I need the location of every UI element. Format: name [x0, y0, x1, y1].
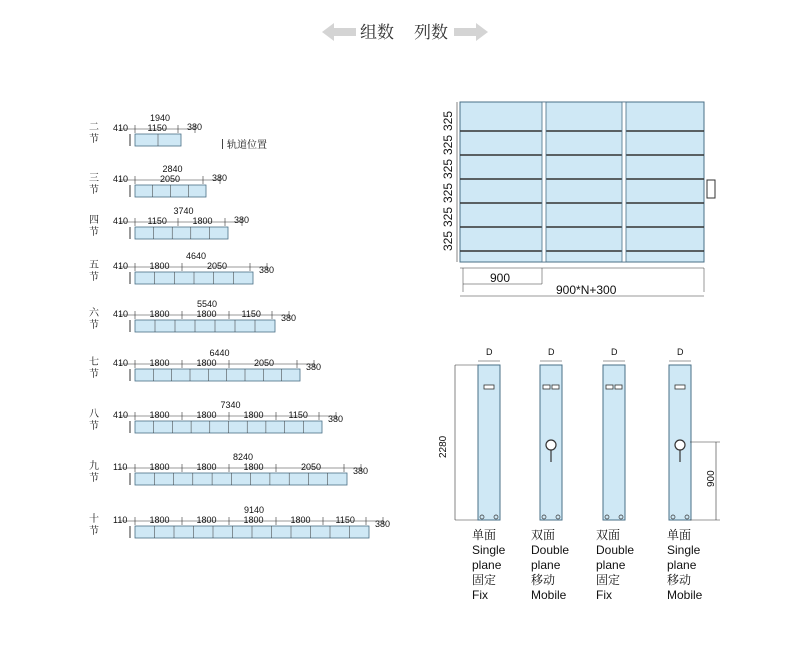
section-seg-4-1: 1800 [149, 261, 170, 271]
row-height-4: 325 [441, 182, 455, 203]
section-right-3: 380 [234, 215, 250, 225]
section-seg-8-4: 2050 [301, 462, 322, 472]
cabinet-1-zh-mode: 固定 [472, 573, 497, 587]
section-left-3: 410 [113, 216, 129, 226]
section-label-8: 九 节 [89, 461, 99, 484]
front-handle-icon [707, 180, 715, 198]
section-seg-3-2: 1800 [192, 216, 213, 226]
section-left-5: 410 [113, 309, 129, 319]
front-frame [460, 102, 704, 262]
cabinet-1-en-type: Single [472, 543, 506, 557]
cabinet-2-zh-mode: 移动 [531, 573, 556, 587]
section-seg-7-2: 1800 [196, 410, 217, 420]
cabinet-4-en-plane: plane [667, 558, 697, 572]
cabinet-3-en-plane: plane [596, 558, 626, 572]
section-seg-9-5: 1150 [335, 515, 355, 525]
section-left-2: 410 [113, 174, 129, 184]
rail-box-5 [135, 320, 275, 332]
section-seg-9-4: 1800 [290, 515, 311, 525]
cabinet-1-zh-type: 单面 [472, 528, 497, 542]
overall-height-label: 2280 [438, 435, 449, 458]
section-right-2: 380 [212, 173, 228, 183]
depth-label-3: D [611, 347, 618, 357]
section-total-7: 7340 [220, 400, 241, 410]
section-seg-7-1: 1800 [149, 410, 170, 420]
section-left-4: 410 [113, 261, 129, 271]
section-label-9: 十 节 [89, 514, 99, 537]
rail-box-6 [135, 369, 300, 381]
section-seg-6-1: 1800 [149, 358, 170, 368]
cabinet-label-1 [472, 528, 505, 603]
section-total-5: 5540 [197, 299, 218, 309]
cabinet-2-en-type: Double [531, 543, 570, 557]
section-seg-7-3: 1800 [243, 410, 264, 420]
section-total-3: 3740 [173, 206, 194, 216]
row-height-2: 325 [441, 134, 455, 155]
label-slot-icon [552, 385, 559, 389]
section-seg-9-2: 1800 [196, 515, 217, 525]
section-seg-1-1: 1150 [147, 123, 167, 133]
section-right-6: 380 [306, 362, 322, 372]
cabinet-1-en-mode: Fix [472, 588, 488, 602]
section-seg-9-3: 1800 [243, 515, 264, 525]
column-count-title: 列数 [414, 23, 448, 43]
section-left-7: 410 [113, 410, 129, 420]
section-label-4: 五 节 [89, 260, 99, 283]
label-slot-icon [543, 385, 550, 389]
section-seg-3-1: 1150 [147, 216, 167, 226]
section-left-9: 110 [113, 515, 128, 525]
section-seg-4-2: 2050 [207, 261, 228, 271]
section-total-8: 8240 [233, 452, 254, 462]
cabinet-2-en-plane: plane [531, 558, 561, 572]
cabinet-label-4 [667, 528, 702, 603]
section-seg-9-1: 1800 [149, 515, 170, 525]
section-seg-5-2: 1800 [196, 309, 217, 319]
depth-label-1: D [486, 347, 493, 357]
section-right-5: 380 [281, 313, 297, 323]
handwheel-icon-2 [546, 440, 556, 450]
cabinet-3-zh-mode: 固定 [596, 573, 621, 587]
unit-width-label: 900 [490, 271, 511, 285]
front-column-divider-2 [622, 102, 626, 262]
cabinet-2-en-mode: Mobile [531, 588, 567, 602]
section-label-7: 八 节 [89, 409, 99, 432]
label-slot-icon [675, 385, 685, 389]
section-seg-6-3: 2050 [254, 358, 275, 368]
section-right-4: 380 [259, 265, 275, 275]
section-total-9: 9140 [244, 505, 265, 515]
section-right-8: 380 [353, 466, 369, 476]
section-label-3: 四 节 [89, 215, 99, 238]
label-slot-icon [615, 385, 622, 389]
label-slot-icon [606, 385, 613, 389]
handwheel-icon-4 [675, 440, 685, 450]
depth-label-2: D [548, 347, 555, 357]
row-height-6: 325 [441, 230, 455, 251]
section-left-6: 410 [113, 358, 129, 368]
section-right-9: 380 [375, 519, 391, 529]
cabinet-3-en-type: Double [596, 543, 635, 557]
rail-box-3 [135, 227, 228, 239]
section-left-8: 110 [113, 462, 128, 472]
cabinet-4-zh-mode: 移动 [667, 573, 692, 587]
row-height-1: 325 [441, 110, 455, 131]
section-label-1: 二 节 [89, 122, 99, 145]
section-right-7: 380 [328, 414, 344, 424]
section-seg-6-2: 1800 [196, 358, 217, 368]
depth-label-4: D [677, 347, 684, 357]
section-label-5: 六 节 [89, 308, 99, 331]
section-seg-8-2: 1800 [196, 462, 217, 472]
cabinet-3-zh-type: 双面 [596, 528, 621, 542]
section-seg-8-3: 1800 [243, 462, 264, 472]
cabinet-4-en-mode: Mobile [667, 588, 703, 602]
section-seg-7-4: 1150 [288, 410, 308, 420]
cabinet-3-en-mode: Fix [596, 588, 612, 602]
section-seg-5-3: 1150 [241, 309, 261, 319]
section-right-1: 380 [187, 122, 203, 132]
section-seg-5-1: 1800 [149, 309, 170, 319]
cabinet-1-en-plane: plane [472, 558, 502, 572]
row-height-5: 325 [441, 206, 455, 227]
label-slot-icon [484, 385, 494, 389]
section-total-4: 4640 [186, 251, 207, 261]
cabinet-4-en-type: Single [667, 543, 701, 557]
rail-position-label: 轨道位置 [227, 140, 267, 151]
group-count-title: 组数 [360, 23, 394, 43]
front-column-divider-1 [542, 102, 546, 262]
section-total-2: 2840 [162, 164, 183, 174]
section-total-6: 6440 [209, 348, 230, 358]
cabinet-label-3 [596, 528, 634, 603]
section-left-1: 410 [113, 123, 129, 133]
overall-width-label: 900*N+300 [556, 283, 617, 297]
section-total-1: 1940 [150, 113, 171, 123]
handle-height-label: 900 [706, 470, 717, 487]
section-label-2: 三 节 [89, 173, 99, 196]
rail-box-8 [135, 473, 347, 485]
section-label-6: 七 节 [89, 357, 99, 380]
row-height-3: 325 [441, 158, 455, 179]
cabinet-2-zh-type: 双面 [531, 528, 556, 542]
cabinet-4-zh-type: 单面 [667, 528, 692, 542]
cabinet-label-2 [531, 528, 569, 603]
section-seg-2-1: 2050 [160, 174, 181, 184]
section-seg-8-1: 1800 [149, 462, 170, 472]
